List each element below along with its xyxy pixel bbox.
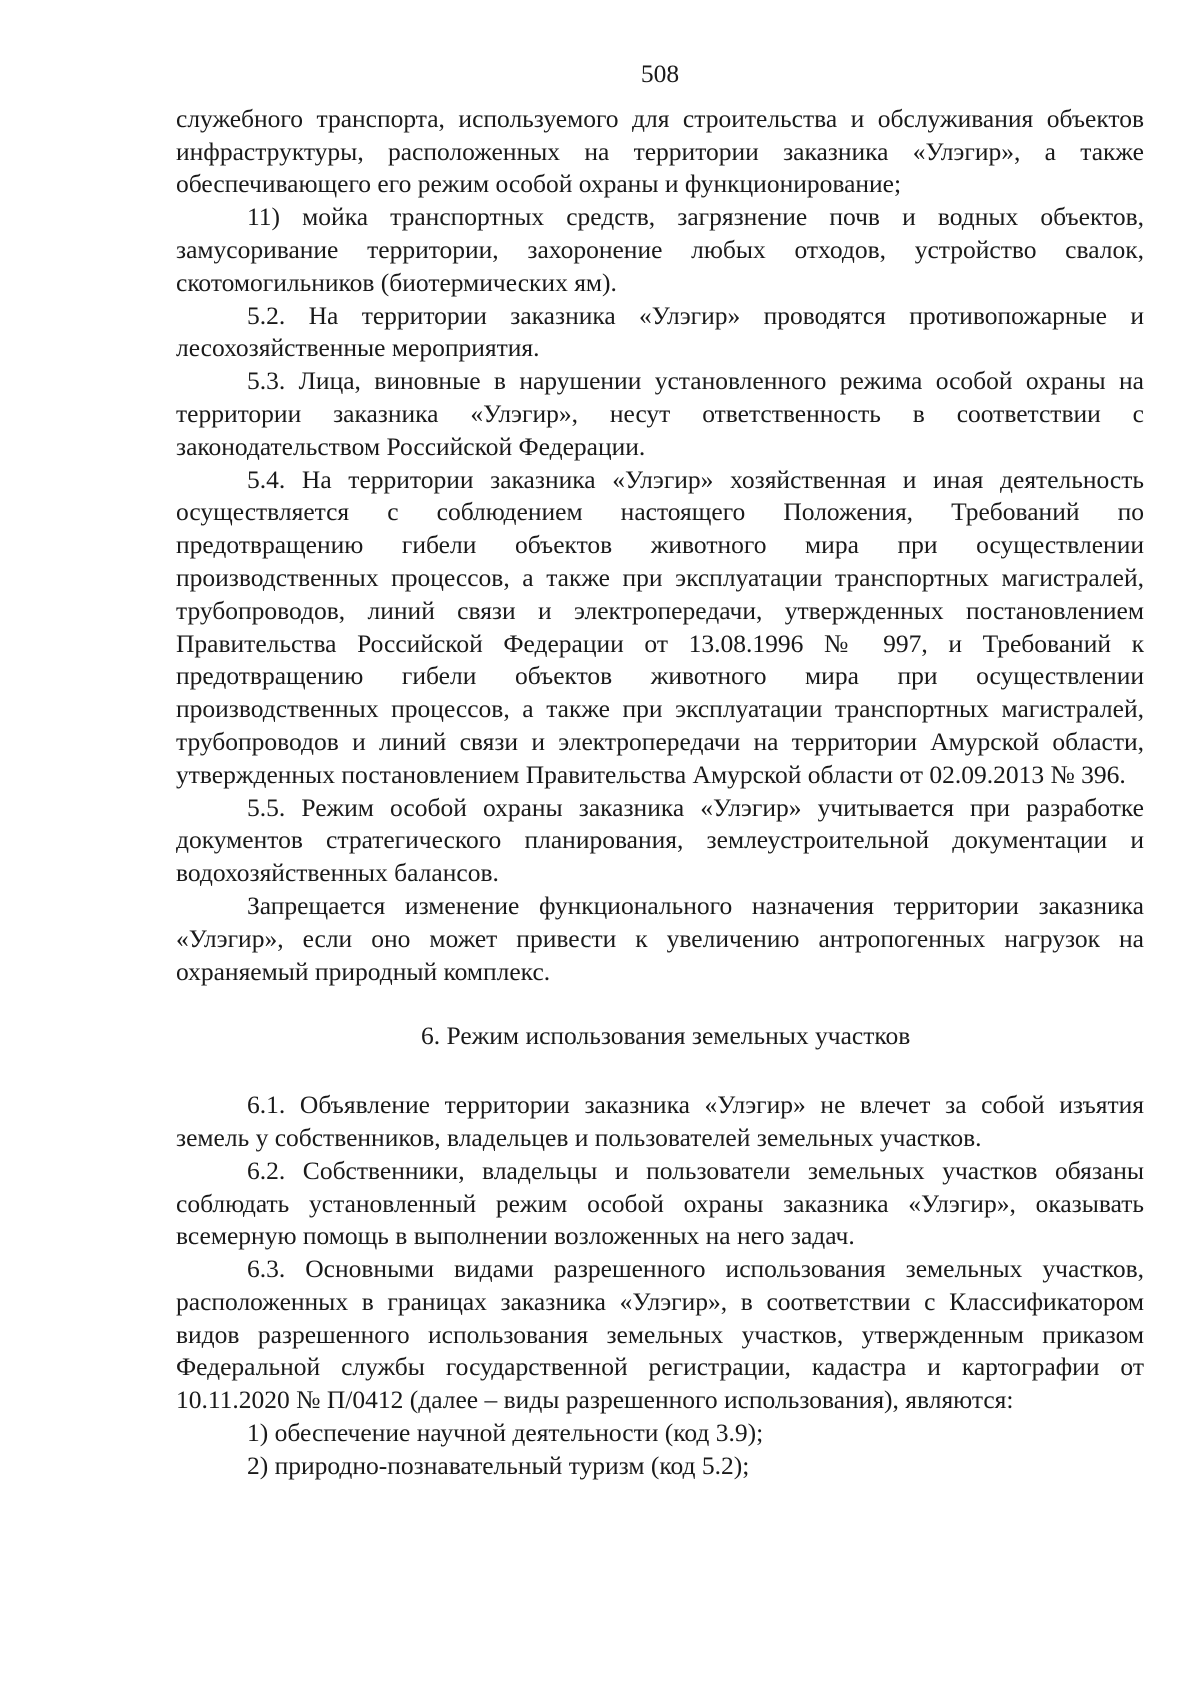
page-number: 508 bbox=[640, 59, 680, 88]
list-item: 2) природно-познавательный туризм (код 5.2); bbox=[247, 1450, 750, 1480]
list-item: 1) обеспечение научной деятельности (код 3.9); bbox=[247, 1418, 764, 1448]
document-page bbox=[176, 58, 1144, 1483]
paragraph-continuation: служебного транспорта, используемого для строительства и обслуживания объектов инфраструктуры, расположенных на территории заказника «Улэгир», а также обеспечивающего его режим особой охраны и функционирование; bbox=[176, 103, 1144, 199]
paragraph-5-3: 5.3. Лица, виновные в нарушении установленного режима особой охраны на территории заказника «Улэгир», несут ответственность в соответствии с законодательством Российской Федерации. bbox=[176, 366, 1144, 461]
section-heading: 6. Режим использования земельных участков bbox=[421, 1021, 911, 1051]
paragraph-item-11: 11) мойка транспортных средств, загрязнение почв и водных объектов, замусоривание территории, захоронение любых отходов, устройство свалок, скотомогильников (биотермических ям). bbox=[176, 202, 1144, 297]
paragraph-5-2: 5.2. На территории заказника «Улэгир» проводятся противопожарные и лесохозяйственные мероприятия. bbox=[176, 300, 1144, 363]
paragraph-6-1: 6.1. Объявление территории заказника «Улэгир» не влечет за собой изъятия земель у собственников, владельцев и пользователей земельных участков. bbox=[176, 1090, 1144, 1152]
paragraph-5-5: 5.5. Режим особой охраны заказника «Улэгир» учитывается при разработке документов стратегического планирования, землеустроительной документации и водохозяйственных балансов. bbox=[176, 792, 1144, 888]
paragraph-6-2: 6.2. Собственники, владельцы и пользователи земельных участков обязаны соблюдать установленный режим особой охраны заказника «Улэгир», оказывать всемерную помощь в выполнении возложенных на него задач. bbox=[176, 1155, 1144, 1251]
paragraph-5-4: 5.4. На территории заказника «Улэгир» хозяйственная и иная деятельность осуществляется с соблюдением настоящего Положения, Требований по предотвращению гибели объектов животного мира при осуществлении производственных процессов, а также при эксплуатации транспортных магистралей, трубопроводов, линий связи и электропередачи, утвержденных постановлением Правительства Российской Федерации от 13.08.1996 № 997, и Требований к предотвращению гибели объектов животного мира при осуществлении производственных процессов, а также при эксплуатации транспортных магистралей, трубопроводов и линий связи и электропередачи на территории Амурской области, утвержденных постановлением Правительства Амурской области от 02.09.2013 № 396. bbox=[176, 464, 1144, 789]
paragraph-6-3: 6.3. Основными видами разрешенного использования земельных участков, расположенных в границах заказника «Улэгир», в соответствии с Классификатором видов разрешенного использования земельных участков, утвержденным приказом Федеральной службы государственной регистрации, кадастра и картографии от 10.11.2020 № П/0412 (далее – виды разрешенного использования), являются: bbox=[176, 1254, 1144, 1415]
paragraph-prohibition: Запрещается изменение функционального назначения территории заказника «Улэгир», если оно может привести к увеличению антропогенных нагрузок на охраняемый природный комплекс. bbox=[176, 890, 1144, 986]
